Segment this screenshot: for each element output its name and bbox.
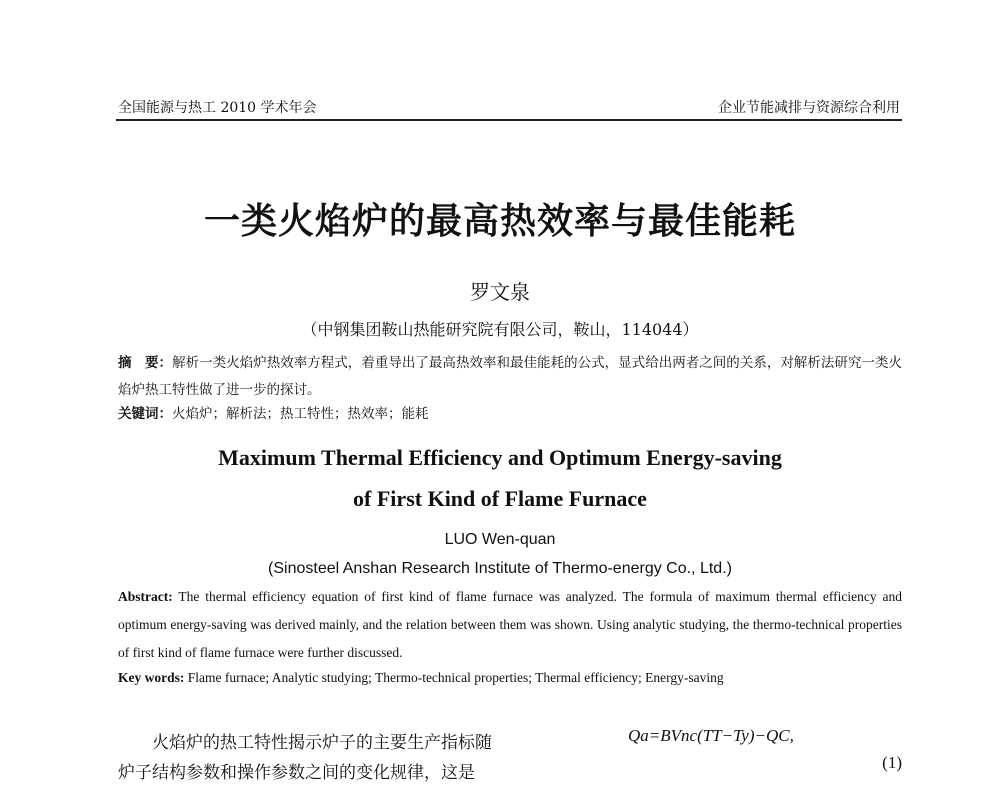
chinese-keywords-text: 火焰炉；解析法；热工特性；热效率；能耗	[172, 406, 429, 422]
equation: Qa=BVnc(TT−Ty)−QC,	[628, 726, 794, 745]
header-divider	[116, 119, 902, 121]
chinese-abstract-label: 摘 要：	[118, 355, 173, 371]
equation-number: (1)	[882, 753, 902, 772]
english-abstract-text: The thermal efficiency equation of first kind of flame furnace was analyzed. The formula of maximum thermal efficiency and optimum energy-saving was derived mainly, and the relation between them was shown. Using analytic studying, the thermo-technical properties of first kind of flame furnace were further discussed.	[118, 589, 902, 660]
chinese-keywords-label: 关键词：	[118, 406, 172, 422]
english-author: LUO Wen-quan	[444, 531, 556, 548]
chinese-abstract	[118, 350, 902, 404]
english-keywords	[118, 670, 724, 686]
chinese-abstract-text: 解析一类火焰炉热效率方程式，着重导出了最高热效率和最佳能耗的公式，显式给出两者之间的关系，对解析法研究一类火焰炉热工特性做了进一步的探讨。	[118, 355, 903, 398]
chinese-affiliation: （中钢集团鞍山热能研究院有限公司，鞍山，114044）	[301, 320, 699, 339]
english-affiliation: (Sinosteel Anshan Research Institute of Thermo-energy Co., Ltd.)	[268, 560, 732, 577]
english-keywords-text: Flame furnace; Analytic studying; Thermo-technical properties; Thermal efficiency; Energy-saving	[187, 670, 724, 685]
running-header-right: 企业节能减排与资源综合利用	[718, 100, 900, 116]
english-title-line2: of First Kind of Flame Furnace	[353, 486, 647, 511]
english-keywords-label: Key words:	[118, 670, 185, 685]
chinese-keywords	[118, 402, 429, 422]
english-abstract-label: Abstract:	[118, 589, 173, 604]
chinese-author: 罗文泉	[470, 280, 530, 304]
body-paragraph: 火焰炉的热工特性揭示炉子的主要生产指标随炉子结构参数和操作参数之间的变化规律，这是	[118, 733, 492, 783]
chinese-title: 一类火焰炉的最高热效率与最佳能耗	[203, 200, 796, 242]
english-abstract	[118, 583, 902, 667]
running-header-left: 全国能源与热工 2010 学术年会	[118, 100, 317, 116]
english-title-line1: Maximum Thermal Efficiency and Optimum Energy-saving	[218, 445, 782, 470]
